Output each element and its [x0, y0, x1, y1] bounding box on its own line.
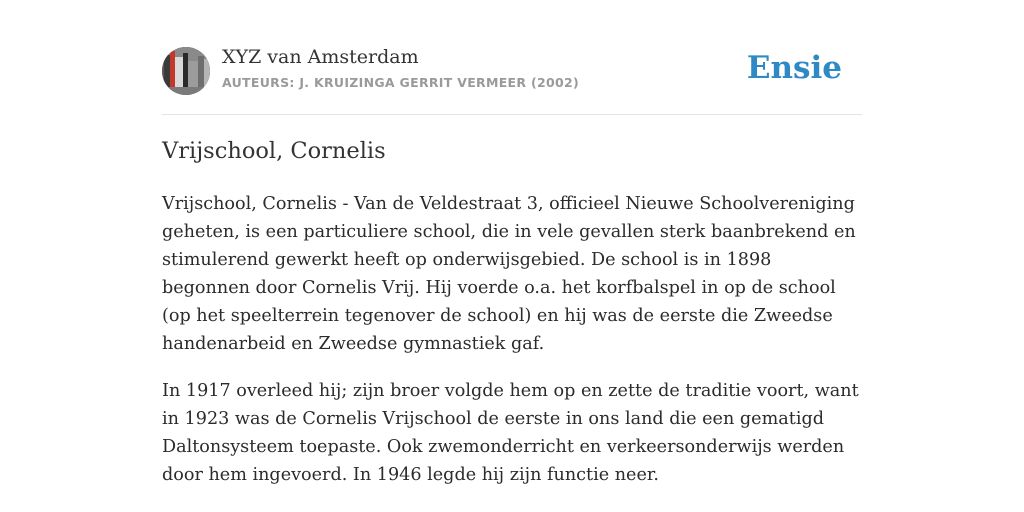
entry-paragraph: In 1917 overleed hij; zijn broer volgde hem op en zette de traditie voort, want in 1923 was de Cornelis Vrijschool de eerste in ons land die een gematigd Daltonsysteem toepaste. Ook zwemonderricht en verkeersonderwijs werden door hem ingevoerd. In 1946 legde hij zijn functie neer. — [162, 381, 859, 485]
ensie-logo[interactable]: Ensie — [746, 50, 842, 86]
entry-paragraph: Vrijschool, Cornelis - Van de Veldestraat 3, officieel Nieuwe Schoolvereniging geheten, is een particuliere school, die in vele gevallen sterk baanbrekend en stimulerend gewerkt heeft op onderwijsgebied. De school is in 1898 begonnen door Cornelis Vrij. Hij voerde o.a. het korfbalspel in op de school (op het speelterrein tegenover de school) en hij was de eerste die Zweedse handenarbeid en Zweedse gymnastiek gaf. — [162, 194, 856, 354]
source-authors: AUTEURS: J. KRUIZINGA GERRIT VERMEER (2002) — [222, 75, 579, 90]
entry-title: Vrijschool, Cornelis — [162, 138, 386, 164]
source-header — [162, 0, 862, 115]
source-avatar[interactable] — [162, 47, 210, 95]
book-cover-icon — [162, 47, 210, 95]
entry-body — [162, 190, 862, 508]
source-title[interactable]: XYZ van Amsterdam — [222, 46, 419, 68]
page-container — [162, 0, 862, 485]
